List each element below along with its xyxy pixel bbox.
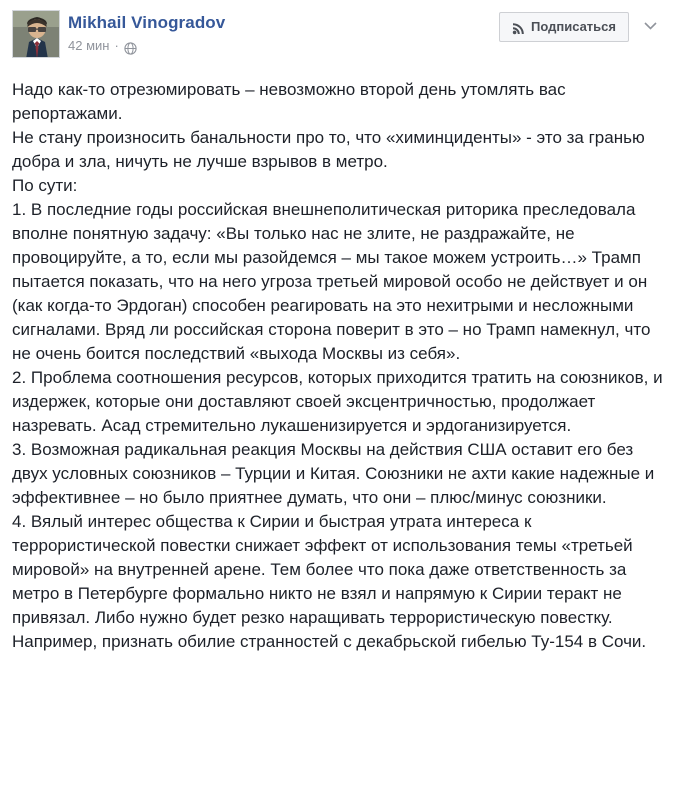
post-message — [12, 78, 663, 664]
chevron-down-icon[interactable] — [637, 12, 663, 40]
avatar[interactable] — [12, 10, 60, 58]
post-paragraph: 1. В последние годы российская внешнеполитическая риторика преследовала вполне понятную задачу: «Вы только нас не злите, не раздражайте, не провоцируйте, а то, если мы разойдемся – мы такое можем устроить…» Трамп пытается показать, что на него угроза третьей мировой особо не действует и он (как когда-то Эрдоган) способен реагировать на это нехитрыми и несложными сигналами. Вряд ли российская сторона поверит в это – но Трамп намекнул, что не очень боится последствий «выхода Москвы из себя». — [12, 200, 651, 363]
post-paragraph: По сути: — [12, 176, 78, 195]
rss-icon — [512, 22, 525, 35]
avatar-image — [13, 11, 60, 58]
post-paragraph: Не стану произносить банальности про то, что «химинциденты» - это за гранью добра и зла, ничуть не лучше взрывов в метро. — [12, 128, 645, 171]
post-paragraph: Надо как-то отрезюмировать – невозможно второй день утомлять вас репортажами. — [12, 80, 566, 123]
post-author-block — [68, 10, 491, 54]
post-header-actions — [499, 10, 663, 42]
post-paragraph: 4. Вялый интерес общества к Сирии и быстрая утрата интереса к террористической повестки снижает эффект от использования темы «третьей мировой» на внутренней арене. Тем более что пока даже ответственность за метро в Петербурге формально никто не взял и напрямую к Сирии теракт не привязал. Либо нужно будет резко наращивать террористическую повестку. Например, признать обилие странностей с декабрьской гибелью Ту-154 в Сочи. — [12, 512, 647, 651]
subscribe-button[interactable] — [499, 12, 629, 42]
post-paragraph: 2. Проблема соотношения ресурсов, которых приходится тратить на союзников, и издержек, которые они доставляют своей эксцентричностью, продолжает назревать. Асад стремительно лукашенизируется и эрдоганизируется. — [12, 368, 663, 435]
post-author-name[interactable]: Mikhail Vinogradov — [68, 13, 226, 32]
post-meta — [68, 38, 491, 54]
globe-icon[interactable] — [124, 42, 137, 55]
post-header — [12, 10, 663, 62]
post-paragraph: 3. Возможная радикальная реакция Москвы на действия США оставит его без двух условных союзников – Турции и Китая. Союзники не ахти какие надежные и эффективнее – но было приятнее думать, что они – плюс/минус союзники. — [12, 440, 655, 507]
rss-icon-svg — [512, 22, 525, 35]
meta-separator: · — [114, 38, 119, 53]
chevron-down-icon-svg — [644, 22, 657, 30]
globe-icon-svg — [124, 42, 137, 55]
post-timestamp[interactable]: 42 мин — [68, 38, 110, 53]
subscribe-button-label: Подписаться — [530, 19, 616, 34]
